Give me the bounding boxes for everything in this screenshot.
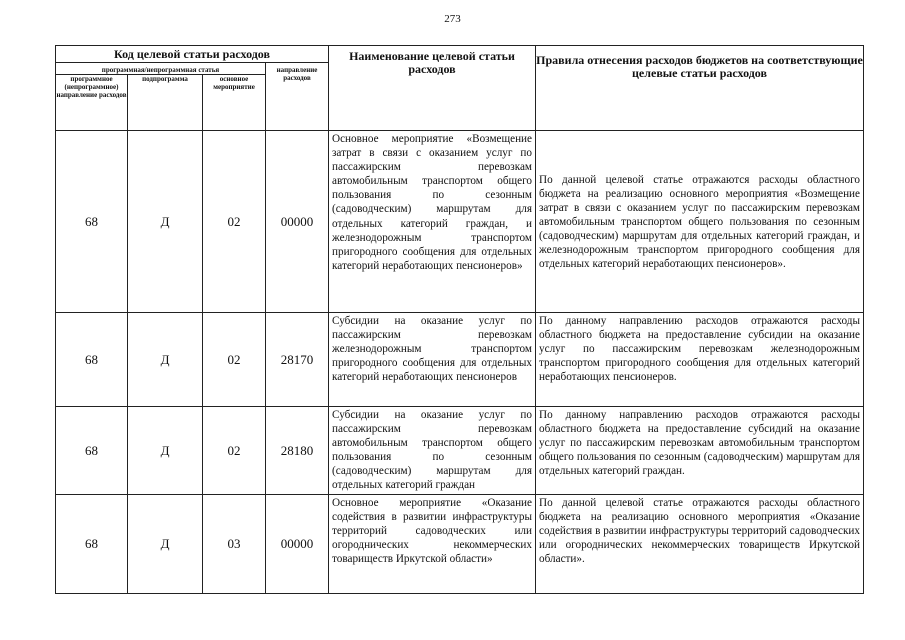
- expense-direction-header: направление расходов: [266, 63, 329, 131]
- activity-code: 02: [203, 131, 266, 313]
- direction-code: 00000: [266, 495, 329, 594]
- name-column-header: Наименование целевой статьи расходов: [329, 46, 536, 131]
- subprogram-code: Д: [128, 131, 203, 313]
- subprogram-code: Д: [128, 313, 203, 407]
- rules-column-header: Правила отнесения расходов бюджетов на соответствующие целевые статьи расходов: [536, 46, 864, 131]
- activity-code: 02: [203, 407, 266, 495]
- program-code: 68: [56, 407, 128, 495]
- subprogram-header: подпрограмма: [128, 75, 203, 131]
- target-item-name: Основное мероприятие «Возмещение затрат в связи с оказанием услуг по пассажирским перевозкам автомобильным транспортом общего пользования по сезонным (садоводческим) маршрутам для отдельных категорий граждан, и железнодорожным транспортом пригородного сообщения для отдельных категорий неработающих пенсионеров»: [329, 131, 536, 313]
- attribution-rule: По данному направлению расходов отражаются расходы областного бюджета на предоставление субсидии на оказание услуг по пассажирским перевозкам железнодорожным транспортом пригородного сообщения для отдельных категорий неработающих пенсионеров.: [536, 313, 864, 407]
- program-code: 68: [56, 131, 128, 313]
- program-code: 68: [56, 313, 128, 407]
- table-row: [56, 131, 864, 313]
- attribution-rule: По данному направлению расходов отражаются расходы областного бюджета на предоставление субсидий на оказание услуг по пассажирским перевозкам автомобильным транспортом общего пользования по сезонным (садоводческим) маршрутам для отдельных категорий граждан.: [536, 407, 864, 495]
- budget-table: [55, 45, 864, 594]
- program-code: 68: [56, 495, 128, 594]
- header-row-1: [56, 46, 864, 63]
- programmatic-group-header: программная/непрограммная статья: [56, 63, 266, 75]
- table-row: [56, 495, 864, 594]
- target-item-name: Основное мероприятие «Оказание содействия в развитии инфраструктуры территорий садоводческих или огороднических некоммерческих товариществ Иркутской области»: [329, 495, 536, 594]
- direction-code: 28180: [266, 407, 329, 495]
- page-number: 273: [444, 13, 461, 25]
- target-item-name: Субсидии на оказание услуг по пассажирским перевозкам автомобильным транспортом общего пользования по сезонным (садоводческим) маршрутам для отдельных категорий граждан: [329, 407, 536, 495]
- subprogram-code: Д: [128, 495, 203, 594]
- direction-code: 00000: [266, 131, 329, 313]
- attribution-rule: По данной целевой статье отражаются расходы областного бюджета на реализацию основного мероприятия «Возмещение затрат в связи с оказанием услуг по пассажирским перевозкам автомобильным транспортом общего пользования по сезонным (садоводческим) маршрутам для отдельных категорий граждан, и железнодорожным транспортом пригородного сообщения для отдельных категорий неработающих пенсионеров».: [536, 131, 864, 313]
- direction-code: 28170: [266, 313, 329, 407]
- table-row: [56, 313, 864, 407]
- subprogram-code: Д: [128, 407, 203, 495]
- activity-code: 02: [203, 313, 266, 407]
- table-row: [56, 407, 864, 495]
- program-direction-header: программное (непрограммное) направление расходов: [56, 75, 128, 131]
- activity-code: 03: [203, 495, 266, 594]
- target-item-name: Субсидии на оказание услуг по пассажирским перевозкам железнодорожным транспортом пригородного сообщения для отдельных категорий неработающих пенсионеров: [329, 313, 536, 407]
- code-group-header: Код целевой статьи расходов: [56, 46, 329, 63]
- main-activity-header: основное мероприятие: [203, 75, 266, 131]
- attribution-rule: По данной целевой статье отражаются расходы областного бюджета на реализацию основного мероприятия «Оказание содействия в развитии инфраструктуры территорий садоводческих или огороднических некоммерческих товариществ Иркутской области».: [536, 495, 864, 594]
